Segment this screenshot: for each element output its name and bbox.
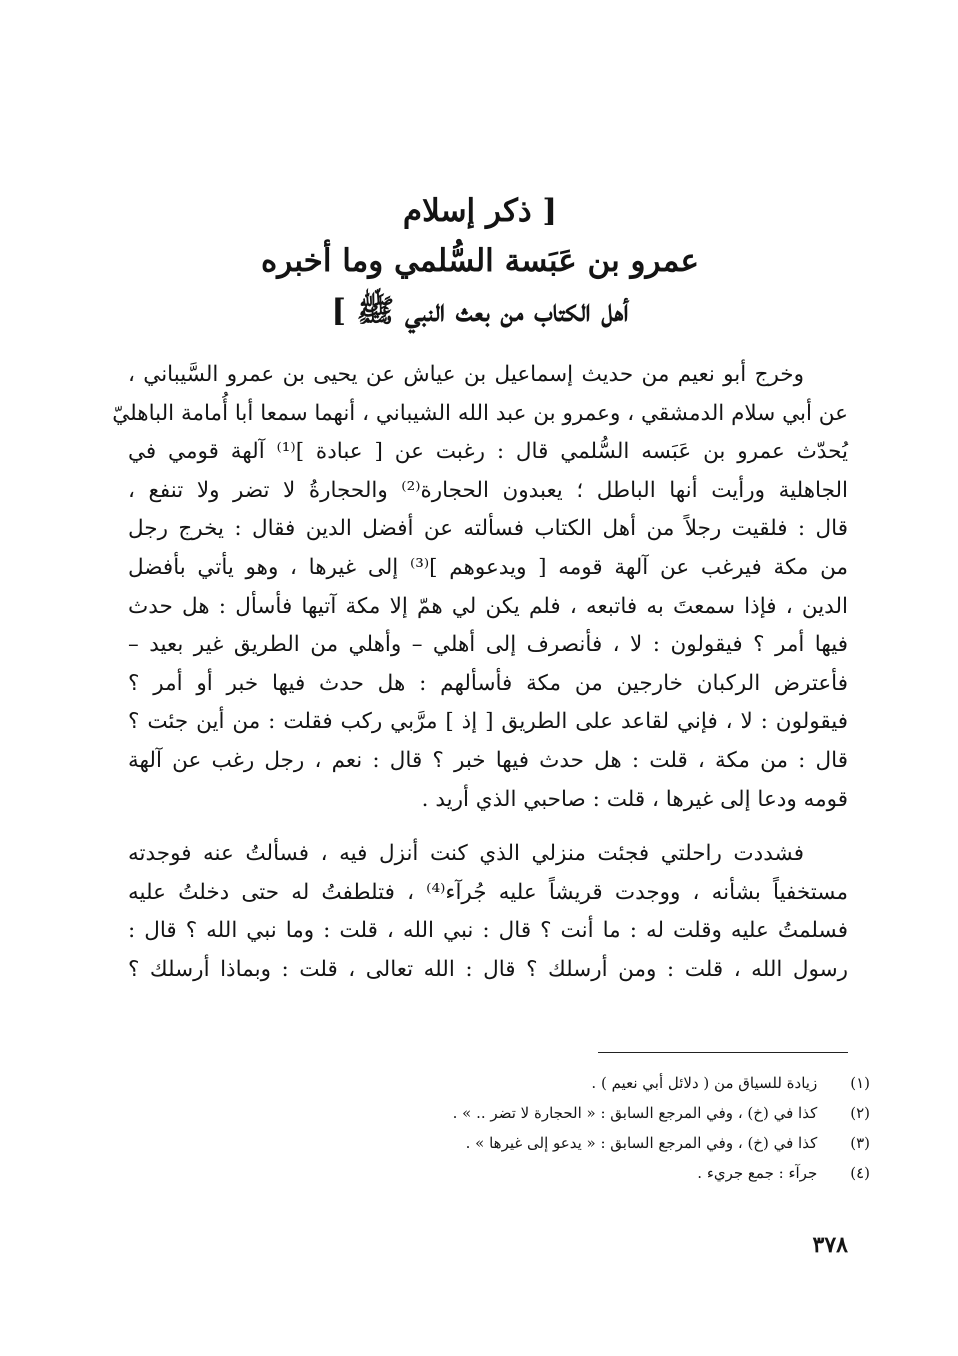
footnote-text: زيادة للسياق من ( دلائل أبي نعيم ) . [591,1074,818,1092]
paragraph-1 [112,356,848,819]
chapter-heading [120,186,840,336]
footnote-text: كذا في (خ) ، وفي المرجع السابق : « الحجارة لا تضر .. » . [452,1104,818,1122]
text-line: الجاهلية ورأيت أنها الباطل ؛ يعبدون الحجارة⁽²⁾ والحجارةُ لا تضر ولا تنفع ، [128,477,848,503]
footnote-text: جرآء : جمع جريء . [697,1164,818,1182]
text-line: الدين ، فإذا سمعتَ به فاتبعه ، فلم يكن لي همّ إلا مكة آتيها فأسأل : هل حدث [128,593,848,619]
text-line: قال : من مكة ، قلت : هل حدث فيها خبر ؟ قال : نعم ، رجل رغب عن آلهة [128,747,848,773]
text-line: فيها أمر ؟ فيقولون : لا ، فأنصرف إلى أهلي – وأهلي من الطريق غير بعيد – [128,632,848,658]
text-line: فشددت راحلتي فجئت منزلي الذي كنت أنزل فيه ، فسألتُ عنه فوجدته [128,841,804,867]
text-line: فأعترض الركبان خارجين من مكة فأسألهم : هل حدث فيها خبر أو أمر ؟ [128,670,848,696]
footnote-3 [270,1128,870,1158]
footnote-separator [598,1052,848,1053]
paragraph-2 [128,835,848,989]
text-line: قومه ودعا إلى غيرها ، قلت : صاحبي الذي أريد . [421,786,848,812]
footnote-number: (٢) [850,1104,870,1122]
text-line: رسول الله ، قلت : ومن أرسلك ؟ قال : الله تعالى ، قلت : وبماذا أرسلك ؟ [128,956,848,982]
heading-line-1: [ ذكر إسلام [402,193,558,229]
text-line: يُحدّث عمرو بن عَبَسه السُّلمي قال : رغبت عن [ عبادة ]⁽¹⁾ آلهة قومي في [128,439,848,465]
text-line: قال : فلقيت رجلاً من أهل الكتاب فسألته عن أفضل الدين فقال : يخرج رجل [128,516,848,542]
footnote-4 [270,1158,870,1188]
footnote-number: (٣) [850,1134,870,1152]
footnote-2 [270,1098,870,1128]
text-line: من مكة فيرغب عن آلهة قومه [ ويدعوهم ]⁽³⁾ إلى غيرها ، وهو يأتي بأفضل [128,554,848,580]
footnote-number: (١) [850,1074,870,1092]
body-text [112,356,848,990]
footnote-text: كذا في (خ) ، وفي المرجع السابق : « يدعو إلى غيرها » . [465,1134,818,1152]
heading-line-3: أهل الكتاب من بعث النبي ﷺ ] [331,293,629,329]
text-line: فيقولون : لا ، فإني لقاعد على الطريق [ إذ ] مرَّبي ركب فقلت : من أين جئت ؟ [128,709,848,735]
text-line: وخرج أبو نعيم من حديث إسماعيل بن عياش عن يحيى بن عمرو السَّيباني ، [128,362,804,387]
text-line: عن أبي سلام الدمشقي ، وعمرو بن عبد الله الشيباني ، أنهما سمعا أبا أُمامة الباهليّ [112,400,848,426]
page-number: ٣٧٨ [812,1232,848,1258]
heading-line-2: عمرو بن عَبَسة السُّلمي وما أخبره [260,243,700,279]
footnotes [270,1068,870,1188]
footnote-number: (٤) [850,1164,870,1182]
text-line: مستخفياً بشأنه ، ووجدت قريشاً عليه جُرآء⁽⁴⁾ ، فتلطفتُ له حتى دخلتُ عليه [128,879,848,905]
text-line: فسلمتُ عليه وقلت له : ما أنت ؟ قال : نبي الله ، قلت : وما نبي الله ؟ قال : [128,918,848,944]
footnote-1 [270,1068,870,1098]
